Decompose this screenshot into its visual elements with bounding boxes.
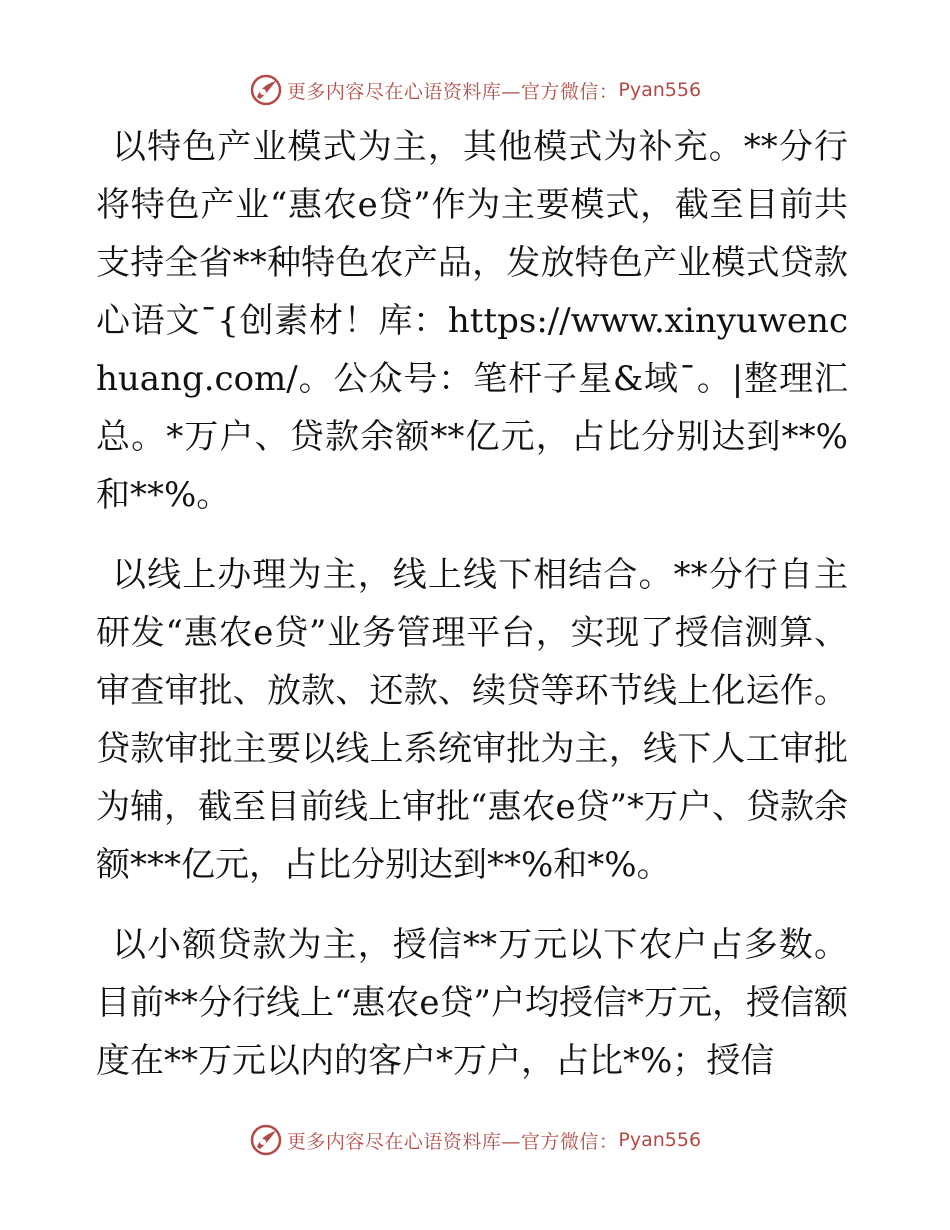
logo-icon bbox=[249, 1123, 283, 1157]
paragraph: 以特色产业模式为主，其他模式为补充。**分行将特色产业“惠农e贷”作为主要模式，截至目前共支持全省**种特色农产品，发放特色产业模式贷款心语文¯{创素材！库：https://www.xinyuwenchuang.com/。公众号：笔杆子星&域¯。|整理汇总。*万户、贷款余额**亿元，占比分别达到**%和**%。 bbox=[96, 127, 848, 515]
banner-text: 更多内容尽在心语资料库—官方微信： bbox=[286, 1130, 619, 1153]
document-body bbox=[96, 118, 848, 1112]
banner-text: 更多内容尽在心语资料库—官方微信： bbox=[286, 80, 619, 103]
paragraph: 以小额贷款为主，授信**万元以下农户占多数。目前**分行线上“惠农e贷”户均授信*万元，授信额度在**万元以内的客户*万户，占比*%；授信 bbox=[96, 925, 848, 1081]
logo-icon bbox=[249, 73, 283, 107]
banner-wechat-handle: Pyan556 bbox=[618, 1129, 702, 1151]
paragraph: 以线上办理为主，线上线下相结合。**分行自主研发“惠农e贷”业务管理平台，实现了授信测算、审查审批、放款、还款、续贷等环节线上化运作。贷款审批主要以线上系统审批为主，线下人工审批为辅，截至目前线上审批“惠农e贷”*万户、贷款余额***亿元，占比分别达到**%和*%。 bbox=[96, 555, 848, 885]
footer-watermark-banner bbox=[0, 1122, 950, 1158]
banner-wechat-handle: Pyan556 bbox=[618, 79, 702, 101]
header-watermark-banner bbox=[0, 72, 950, 108]
